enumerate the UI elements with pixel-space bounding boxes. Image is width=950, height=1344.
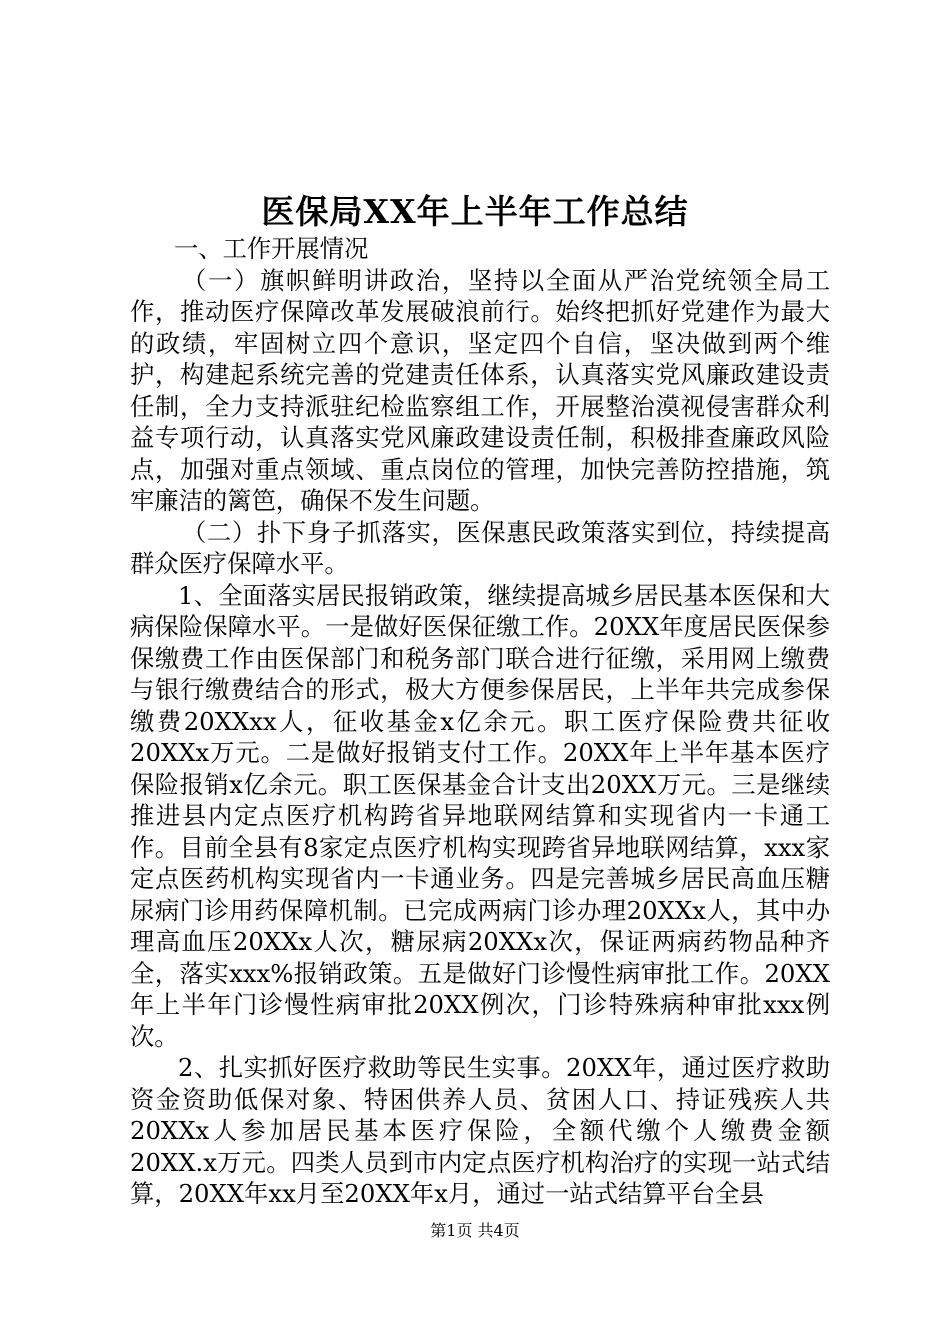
document-title: 医保局XX年上半年工作总结: [261, 192, 689, 231]
paragraph-item-1: 1、全面落实居民报销政策，继续提高城乡居民基本医保和大病保险保障水平。一是做好医保征缴工作。20XX年度居民医保参保缴费工作由医保部门和税务部门联合进行征缴，采用网上缴费与银行缴费结合的形式，极大方便参保居民，上半年共完成参保缴费20XXxx人，征收基金x亿余元。职工医疗保险费共征收20XXx万元。二是做好报销支付工作。20XX年上半年基本医疗保险报销x亿余元。职工医保基金合计支出20XX万元。三是继续推进县内定点医疗机构跨省异地联网结算和实现省内一卡通工作。目前全县有8家定点医疗机构实现跨省异地联网结算，xxx家定点医药机构实现省内一卡通业务。四是完善城乡居民高血压糖尿病门诊用药保障机制。已完成两病门诊办理20XXx人，其中办理高血压20XXx人次，糖尿病20XXx次，保证两病药物品种齐全，落实xxx%报销政策。五是做好门诊慢性病审批工作。20XX年上半年门诊慢性病审批20XX例次，门诊特殊病种审批xxx例次。: [130, 580, 830, 1051]
paragraph-politics: （一）旗帜鲜明讲政治，坚持以全面从严治党统领全局工作，推动医疗保障改革发展破浪前行。始终把抓好党建作为最大的政绩，牢固树立四个意识，坚定四个自信，坚决做到两个维护，构建起系统完善的党建责任体系，认真落实党风廉政建设责任制，全力支持派驻纪检监察组工作，开展整治漠视侵害群众利益专项行动，认真落实党风廉政建设责任制，积极排查廉政风险点，加强对重点领域、重点岗位的管理，加快完善防控措施，筑牢廉洁的篱笆，确保不发生问题。: [130, 265, 830, 515]
document-body: [130, 233, 830, 1210]
paragraph-item-2: 2、扎实抓好医疗救助等民生实事。20XX年，通过医疗救助资金资助低保对象、特困供养人员、贫困人口、持证残疾人共20XXx人参加居民基本医疗保险，全额代缴个人缴费金额20XX.x万元。四类人员到市内定点医疗机构治疗的实现一站式结算，20XX年xx月至20XX年x月，通过一站式结算平台全县: [130, 1053, 830, 1208]
section-heading: 一、工作开展情况: [174, 234, 369, 263]
page-footer: 第1页 共4页: [430, 1221, 520, 1240]
paragraph-implementation: （二）扑下身子抓落实，医保惠民政策落实到位，持续提高群众医疗保障水平。: [130, 517, 830, 578]
